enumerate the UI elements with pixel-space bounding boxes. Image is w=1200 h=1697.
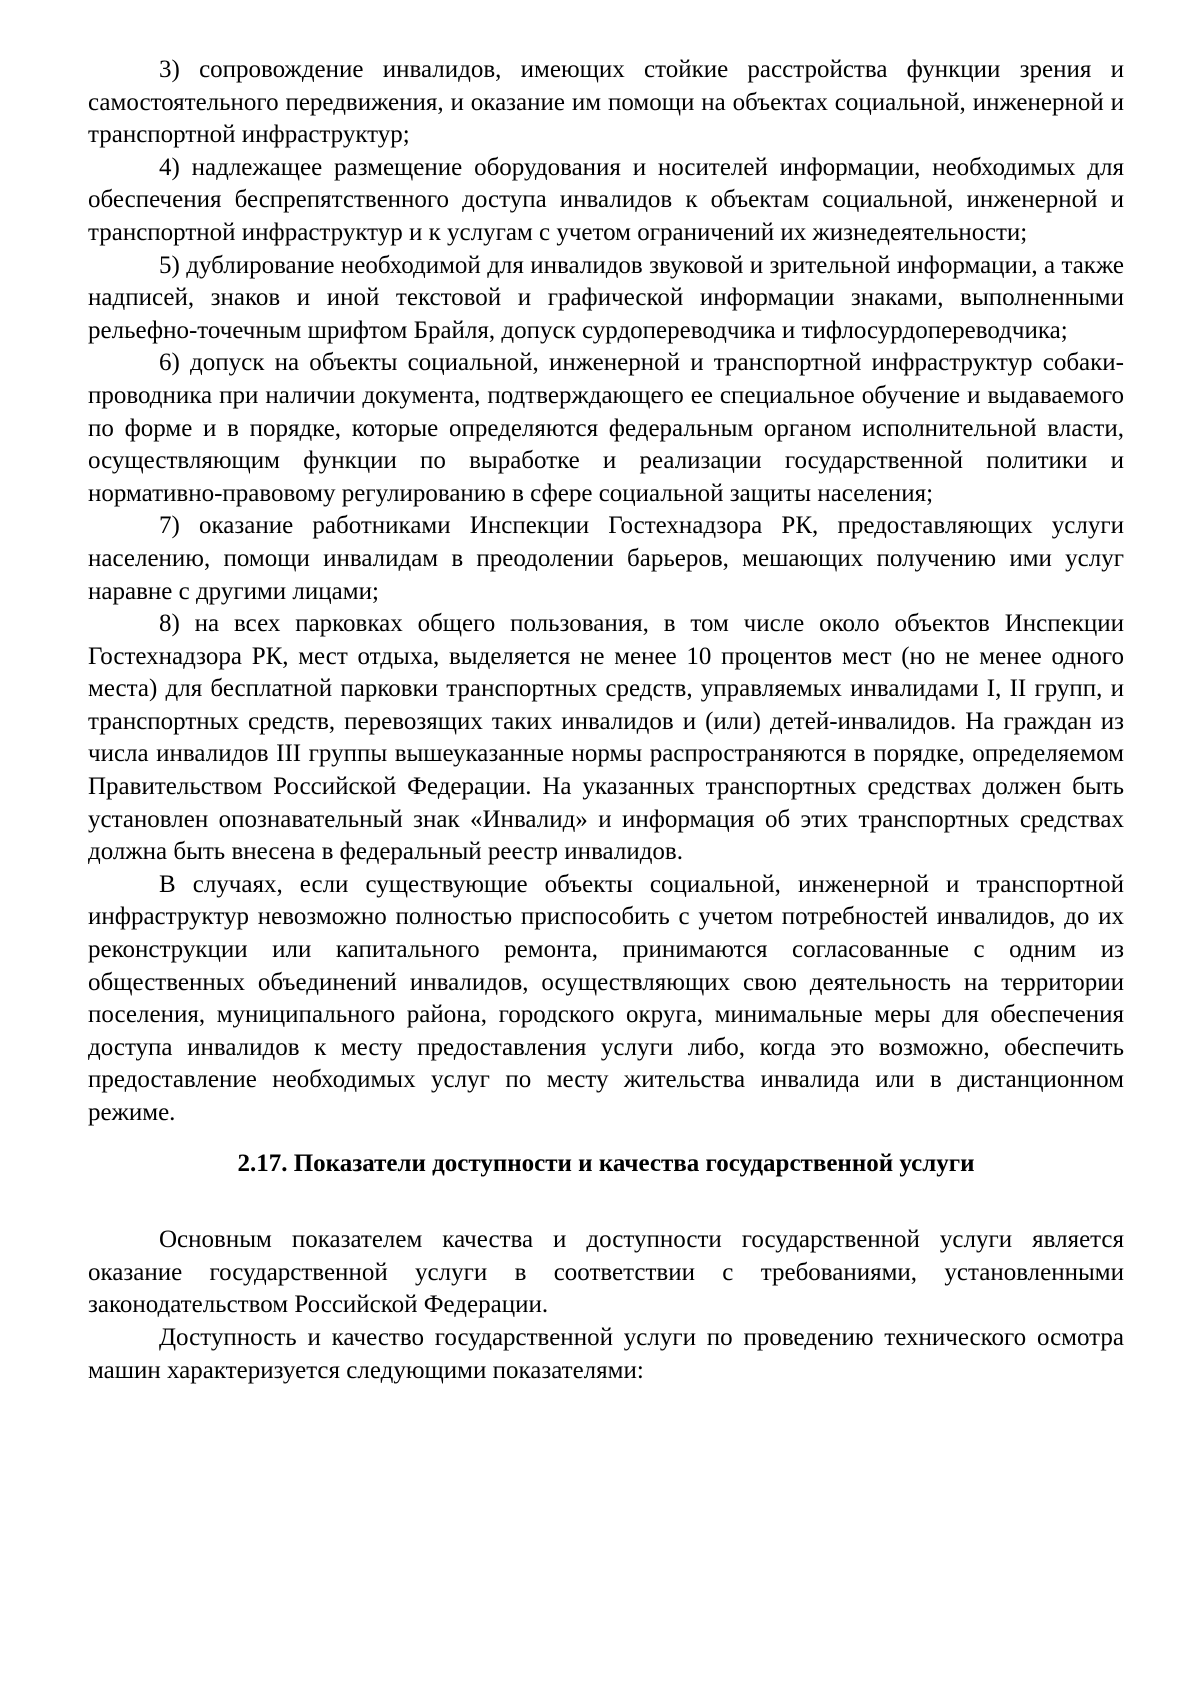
- paragraph-item-3: 3) сопровождение инвалидов, имеющих стойкие расстройства функции зрения и самостоятельного передвижения, и оказание им помощи на объектах социальной, инженерной и транспортной инфраструктур;: [88, 56, 1124, 149]
- document-page: [88, 54, 1124, 1387]
- section-heading: 2.17. Показатели доступности и качества государственной услуги: [237, 1149, 975, 1177]
- paragraph-main-indicator: Основным показателем качества и доступности государственной услуги является оказание государственной услуги в соответствии с требованиями, установленными законодательством Российской Федерации.: [88, 1226, 1124, 1319]
- paragraph-item-5: 5) дублирование необходимой для инвалидов звуковой и зрительной информации, а также надписей, знаков и иной текстовой и графической информации знаками, выполненными рельефно-точечным шрифтом Брайля, допуск сурдопереводчика и тифлосурдопереводчика;: [88, 251, 1124, 344]
- paragraph-item-4: 4) надлежащее размещение оборудования и носителей информации, необходимых для обеспечения беспрепятственного доступа инвалидов к объектам социальной, инженерной и транспортной инфраструктур и к услугам с учетом ограничений их жизнедеятельности;: [88, 153, 1124, 246]
- paragraph-item-6: 6) допуск на объекты социальной, инженерной и транспортной инфраструктур собаки-проводника при наличии документа, подтверждающего ее специальное обучение и выдаваемого по форме и в порядке, которые определяются федеральным органом исполнительной власти, осуществляющим функции по выработке и реализации государственной политики и нормативно-правовому регулированию в сфере социальной защиты населения;: [88, 349, 1124, 507]
- paragraph-item-8: 8) на всех парковках общего пользования, в том числе около объектов Инспекции Гостехнадзора РК, мест отдыха, выделяется не менее 10 процентов мест (но не менее одного места) для бесплатной парковки транспортных средств, управляемых инвалидами I, II групп, и транспортных средств, перевозящих таких инвалидов и (или) детей-инвалидов. На граждан из числа инвалидов III группы вышеуказанные нормы распространяются в порядке, определяемом Правительством Российской Федерации. На указанных транспортных средствах должен быть установлен опознавательный знак «Инвалид» и информация об этих транспортных средствах должна быть внесена в федеральный реестр инвалидов.: [88, 610, 1124, 866]
- paragraph-indicators-intro: Доступность и качество государственной услуги по проведению технического осмотра машин характеризуется следующими показателями:: [88, 1323, 1124, 1384]
- paragraph-special-cases: В случаях, если существующие объекты социальной, инженерной и транспортной инфраструктур невозможно полностью приспособить с учетом потребностей инвалидов, до их реконструкции или капитального ремонта, принимаются согласованные с одним из общественных объединений инвалидов, осуществляющих свою деятельность на территории поселения, муниципального района, городского округа, минимальные меры для обеспечения доступа инвалидов к месту предоставления услуги либо, когда это возможно, обеспечить предоставление необходимых услуг по месту жительства инвалида или в дистанционном режиме.: [88, 870, 1124, 1126]
- paragraph-item-7: 7) оказание работниками Инспекции Гостехнадзора РК, предоставляющих услуги населению, помощи инвалидам в преодолении барьеров, мешающих получению ими услуг наравне с другими лицами;: [88, 512, 1124, 605]
